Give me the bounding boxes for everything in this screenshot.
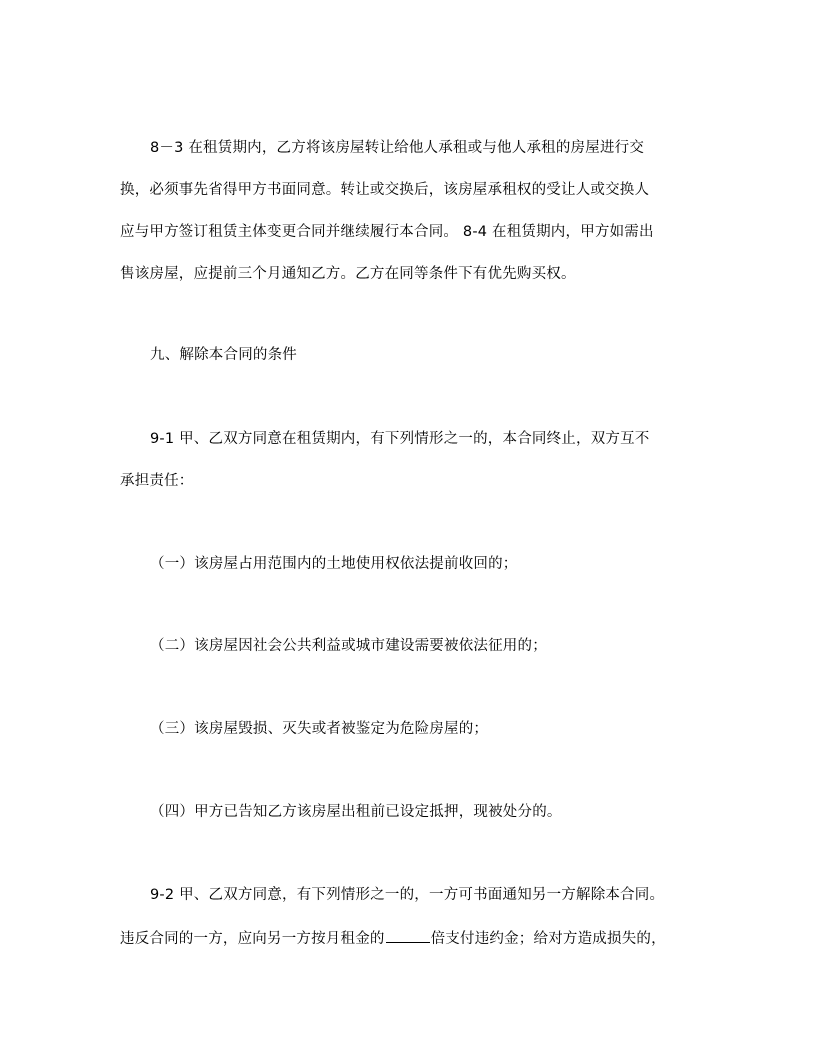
clause-9-2-line-1: 9-2 甲、乙双方同意，有下列情形之一的，一方可书面通知另一方解除本合同。 [150,887,665,903]
list-item-2: （二）该房屋因社会公共利益或城市建设需要被依法征用的； [150,638,547,654]
clause-9-1-line-2: 承担责任： [120,473,194,489]
clause-8-3-line-4: 售该房屋，应提前三个月通知乙方。乙方在同等条件下有优先购买权。 [120,266,576,282]
clause-9-1-line-1: 9-1 甲、乙双方同意在租赁期内，有下列情形之一的，本合同终止，双方互不 [150,431,650,447]
list-item-1: （一）该房屋占用范围内的土地使用权依法提前收回的； [150,556,518,572]
clause-8-3-line-3: 应与甲方签订租赁主体变更合同并继续履行本合同。 8-4 在租赁期内，甲方如需出 [120,224,654,240]
list-item-3: （三）该房屋毁损、灭失或者被鉴定为危险房屋的； [150,721,489,737]
section-9-heading: 九、解除本合同的条件 [150,347,297,363]
list-item-4: （四）甲方已告知乙方该房屋出租前已设定抵押，现被处分的。 [150,804,562,820]
clause-9-2-text-before-blank: 违反合同的一方，应向另一方按月租金的 [120,931,385,947]
fill-in-blank [386,928,430,943]
clause-9-2-line-2 [120,928,700,949]
clause-8-3-line-2: 换，必须事先省得甲方书面同意。转让或交换后，该房屋承租权的受让人或交换人 [120,182,650,198]
clause-9-2-text-after-blank: 倍支付违约金；给对方造成损失的， [430,931,666,947]
clause-8-3-line-1: 8－3 在租赁期内，乙方将该房屋转让给他人承租或与他人承租的房屋进行交 [150,140,645,156]
